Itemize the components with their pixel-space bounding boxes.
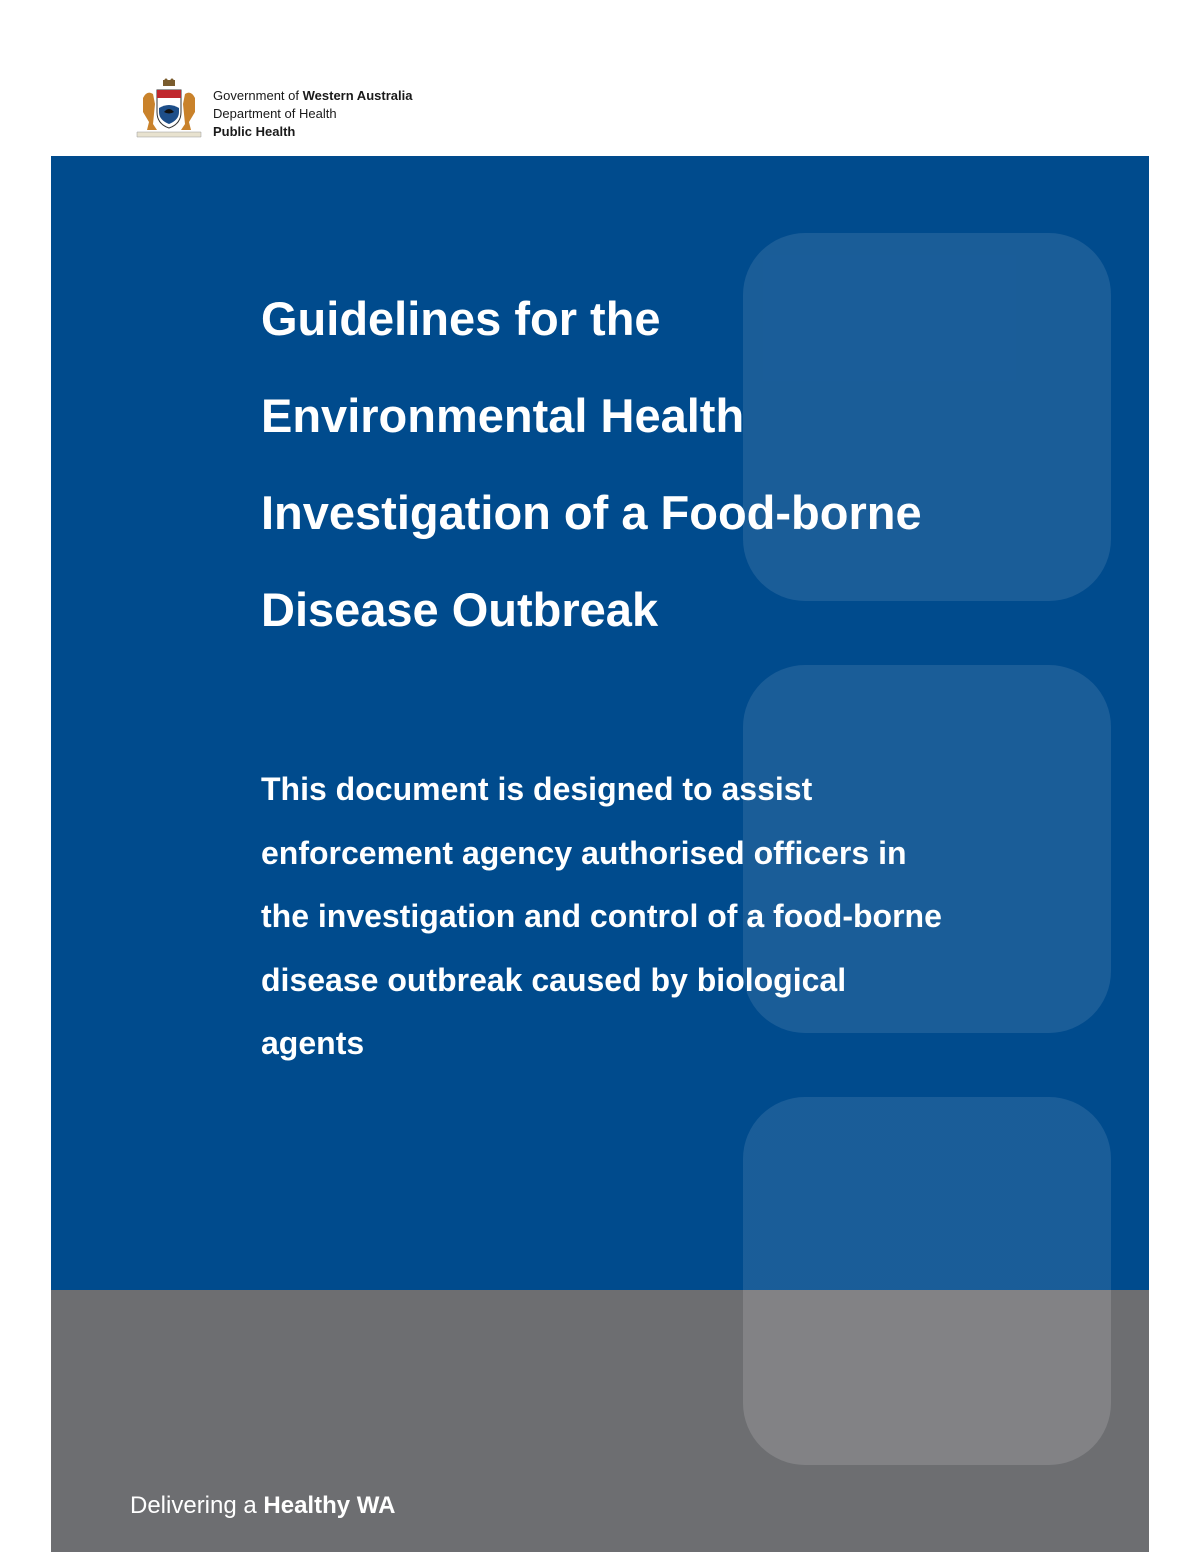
wa-coat-of-arms-icon — [133, 78, 205, 140]
description-line: agents — [261, 1025, 365, 1061]
description-line: disease outbreak caused by biological — [261, 961, 847, 998]
title-line: Disease Outbreak — [261, 583, 659, 636]
department-line: Department of Health — [213, 106, 337, 121]
decorative-rounded-square-bottom — [743, 1097, 1111, 1465]
government-line — [213, 87, 412, 105]
description-line: enforcement agency authorised officers in — [261, 834, 907, 871]
government-logo — [133, 78, 412, 141]
tagline — [130, 1490, 395, 1522]
tagline-emphasis: Healthy WA — [263, 1492, 396, 1519]
title-line: Investigation of a Food-borne — [261, 486, 922, 539]
government-state: Western Australia — [302, 88, 413, 103]
division-line: Public Health — [213, 124, 296, 139]
document-title — [261, 270, 1121, 658]
government-prefix: Government of — [213, 88, 299, 103]
title-line: Environmental Health — [261, 389, 745, 442]
description-line: This document is designed to assist — [261, 771, 813, 807]
tagline-prefix: Delivering a — [130, 1492, 257, 1519]
document-description — [261, 758, 1121, 1076]
description-line: the investigation and control of a food-borne — [261, 898, 942, 934]
title-line: Guidelines for the — [261, 292, 661, 345]
logo-text — [213, 87, 412, 141]
